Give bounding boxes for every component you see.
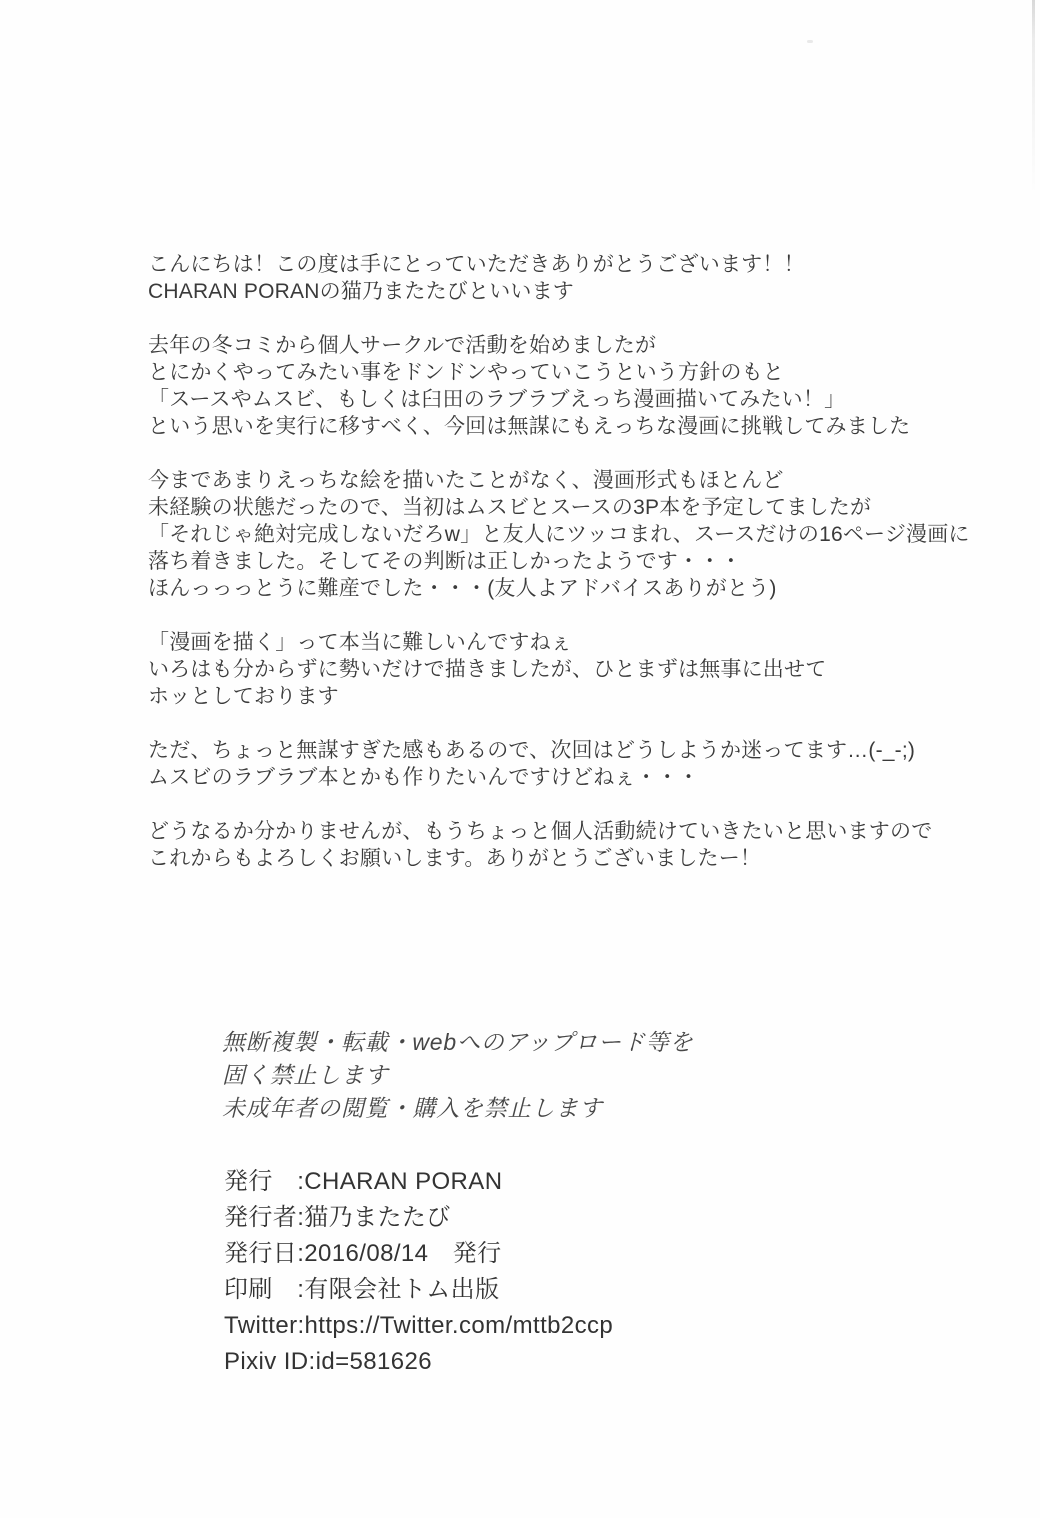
afterword-line: ムスビのラブラブ本とかも作りたいんですけどねぇ・・・ <box>148 766 700 789</box>
afterword-line: どうなるか分かりませんが、もうちょっと個人活動続けていきたいと思いますので <box>148 820 933 843</box>
disclaimer-line: 無断複製・転載・webへのアップロード等を <box>222 1029 694 1055</box>
afterword-line: 落ち着きました。そしてその判断は正しかったようです・・・ <box>148 550 742 573</box>
afterword-line: 「漫画を描く」って本当に難しいんですねぇ <box>148 631 572 654</box>
colophon-author-line: 発行者:猫乃またたび <box>224 1204 451 1231</box>
afterword-line: ただ、ちょっと無謀すぎた感もあるので、次回はどうしようか迷ってます…(-_-;) <box>148 739 916 762</box>
afterword-line: CHARAN PORANの猫乃またたびといいます <box>148 280 574 303</box>
colophon-date-line: 発行日:2016/08/14 発行 <box>224 1240 502 1267</box>
afterword-paragraph-closing <box>148 818 968 872</box>
afterword-line: 未経験の状態だったので、当初はムスビとスースの3P本を予定してましたが <box>148 496 872 519</box>
afterword-paragraph-greeting <box>148 251 968 305</box>
afterword-paragraph-next-plans <box>148 737 968 791</box>
disclaimer-block <box>222 1026 693 1125</box>
afterword-paragraph-production <box>148 467 968 602</box>
afterword-line: とにかくやってみたい事をドンドンやっていこうという方針のもと <box>148 361 784 384</box>
afterword-line: 去年の冬コミから個人サークルで活動を始めましたが <box>148 334 657 357</box>
afterword-line: 「スースやムスビ、もしくは臼田のラブラブえっち漫画描いてみたい！」 <box>148 388 846 411</box>
afterword-line: いろはも分からずに勢いだけで描きましたが、ひとまずは無事に出せて <box>148 658 827 681</box>
afterword-line: これからもよろしくお願いします。ありがとうございましたー！ <box>148 847 762 870</box>
afterword-paragraph-difficulty <box>148 629 968 710</box>
disclaimer-line: 未成年者の閲覧・購入を禁止します <box>222 1095 603 1121</box>
colophon-printer-line: 印刷 :有限会社トム出版 <box>224 1276 500 1303</box>
afterword-line: ほんっっっとうに難産でした・・・(友人よアドバイスありがとう) <box>148 577 777 600</box>
colophon-block <box>224 1164 613 1380</box>
afterword-line: 「それじゃ絶対完成しないだろw」と友人にツッコまれ、スースだけの16ページ漫画に <box>148 523 970 546</box>
colophon-pixiv-line: Pixiv ID:id=581626 <box>224 1348 432 1375</box>
afterword-paragraph-circle-history <box>148 332 968 440</box>
afterword-line: 今まであまりえっちな絵を描いたことがなく、漫画形式もほとんど <box>148 469 784 492</box>
colophon-twitter-line: Twitter:https://Twitter.com/mttb2ccp <box>224 1312 614 1339</box>
scan-speck-artifact <box>807 40 813 43</box>
scan-edge-artifact <box>1032 0 1035 195</box>
colophon-publisher-line: 発行 :CHARAN PORAN <box>224 1168 503 1195</box>
afterword-line: ホッとしております <box>148 685 339 708</box>
disclaimer-line: 固く禁止します <box>222 1062 389 1088</box>
afterword-line: こんにちは！この度は手にとっていただきありがとうございます！！ <box>148 253 805 276</box>
afterword-line: という思いを実行に移すべく、今回は無謀にもえっちな漫画に挑戦してみました <box>148 415 911 438</box>
afterword-block <box>148 251 968 872</box>
